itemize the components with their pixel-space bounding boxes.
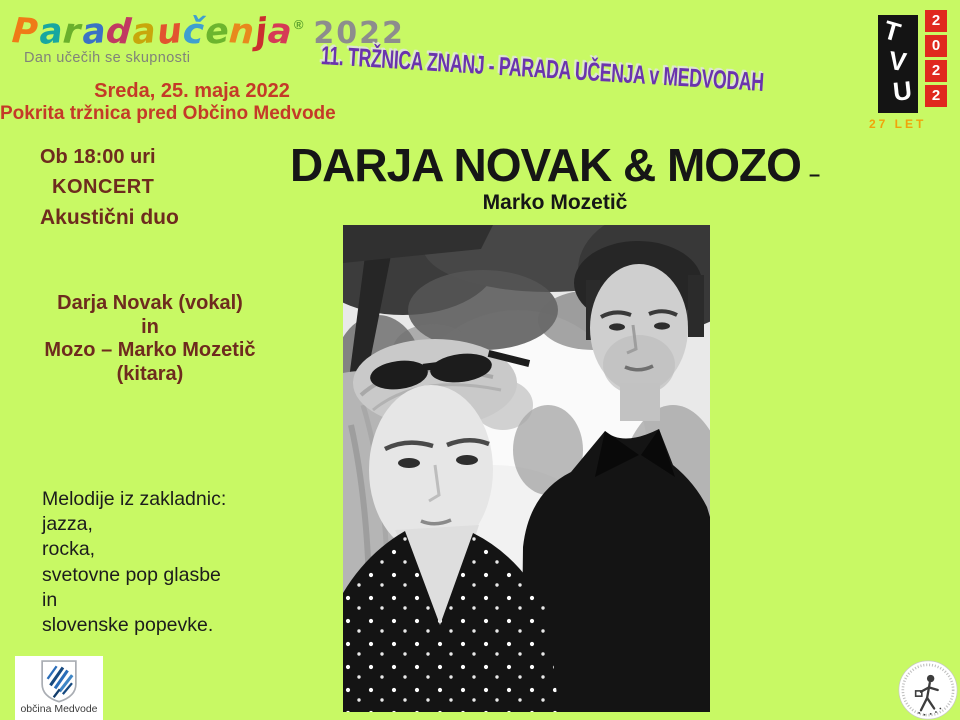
tvu-letter-t: T [880, 14, 904, 48]
municipality-logo-caption: občina Medvode [20, 703, 98, 715]
event-format: Akustični duo [40, 206, 179, 229]
title-subtitle: Marko Mozetič [482, 191, 628, 214]
performers-block [15, 292, 285, 386]
repertoire-line: svetovne pop glasbe [42, 563, 221, 586]
tvu-year-square: 2 [925, 60, 947, 82]
logo-tagline: Dan učečih se skupnosti [24, 50, 191, 66]
page-title [230, 138, 880, 192]
logo-year: 2022 [313, 16, 405, 51]
municipality-logo [15, 656, 103, 720]
event-banner: 11. TRŽNICA ZNANJ - PARADA UČENJA v MEDVODAH [320, 40, 765, 98]
repertoire-line: Melodije iz zakladnic: [42, 488, 227, 510]
performer-line: in [141, 315, 159, 338]
performer-line: Mozo – Marko Mozetič [44, 339, 256, 361]
performer-line: Darja Novak (vokal) [57, 292, 243, 314]
repertoire-line: jazza, [42, 513, 93, 536]
event-location: Pokrita tržnica pred Občino Medvode [0, 103, 336, 124]
tvu-anniversary-label: 27 LET [869, 117, 927, 131]
parada-logo-wordmark: Paradaučenja [10, 10, 295, 54]
repertoire-line: rocka, [42, 538, 96, 561]
performer-line: (kitara) [116, 362, 184, 385]
tvu-letter-v: V [887, 44, 909, 78]
medvode-coat-of-arms-icon [36, 658, 82, 704]
sower-emblem [898, 660, 958, 720]
title-main: DARJA NOVAK & MOZO [289, 139, 801, 191]
tvu-logo [878, 15, 918, 113]
registered-trademark-mark: ® [293, 17, 304, 32]
tvu-year-square: 2 [925, 85, 947, 107]
event-time: Ob 18:00 uri [40, 146, 156, 168]
title-dash: – [808, 164, 821, 186]
duo-photo [343, 225, 710, 712]
event-date: Sreda, 25. maja 2022 [94, 80, 290, 102]
tvu-year-square: 0 [925, 35, 947, 57]
repertoire-line: slovenske popevke. [42, 614, 214, 637]
repertoire-line: in [42, 588, 58, 611]
tvu-letter-u: U [891, 75, 914, 107]
tvu-year-square: 2 [925, 10, 947, 32]
repertoire-block [42, 487, 226, 638]
event-type: KONCERT [52, 176, 155, 198]
